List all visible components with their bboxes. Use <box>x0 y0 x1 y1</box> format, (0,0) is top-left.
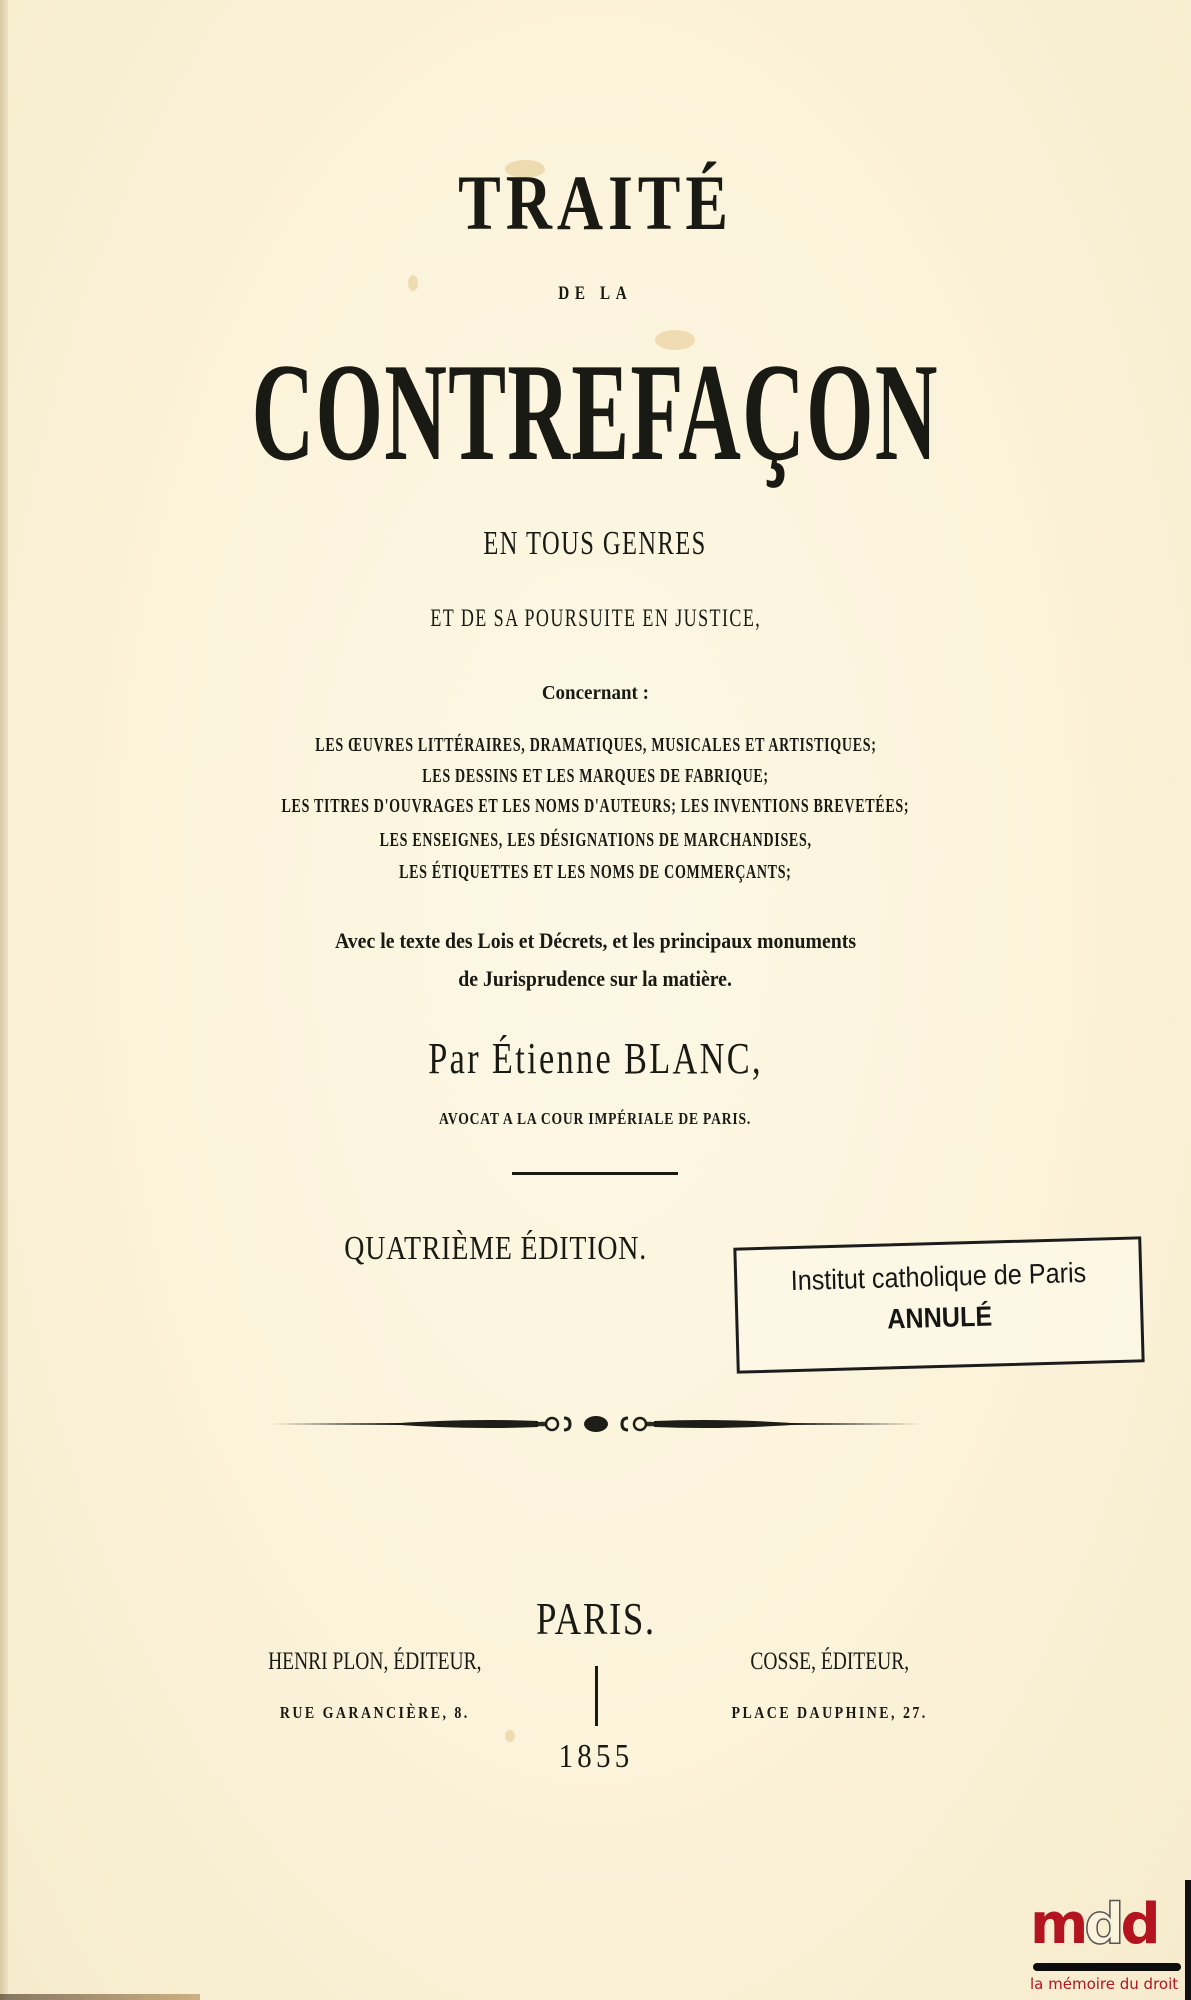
author-last-name: BLANC, <box>623 1034 763 1083</box>
publication-year: 1855 <box>558 1738 633 1775</box>
publisher-name: COSSE, ÉDITEUR, <box>750 1648 910 1675</box>
publication-place: PARIS. <box>535 1593 656 1644</box>
concernant-label: Concernant : <box>541 682 650 704</box>
divider-rule <box>512 1172 678 1175</box>
ornamental-divider-icon <box>266 1412 926 1436</box>
subject-item: LES ŒUVRES LITTÉRAIRES, DRAMATIQUES, MUSICALES ET ARTISTIQUES; <box>314 734 877 756</box>
title-subject: CONTREFAÇON <box>251 335 940 490</box>
publisher-address: PLACE DAUPHINE, 27. <box>731 1703 929 1722</box>
author-prefix: Par <box>428 1034 481 1083</box>
author-title: AVOCAT A LA COUR IMPÉRIALE DE PARIS. <box>439 1109 752 1128</box>
publisher-address: RUE GARANCIÈRE, 8. <box>280 1703 470 1722</box>
appendix-line-2: de Jurisprudence sur la matière. <box>458 966 733 991</box>
subject-item: LES ÉTIQUETTES ET LES NOMS DE COMMERÇANTS; <box>399 861 792 883</box>
subject-item: LES TITRES D'OUVRAGES ET LES NOMS D'AUTEURS; LES INVENTIONS BREVETÉES; <box>281 795 910 817</box>
title-connector: DE LA <box>558 283 633 304</box>
subject-item: LES DESSINS ET LES MARQUES DE FABRIQUE; <box>422 765 769 787</box>
logo-tagline: la mémoire du droit <box>1030 1975 1179 1993</box>
library-stamp <box>733 1236 1144 1373</box>
subtitle-line-1: EN TOUS GENRES <box>483 525 708 562</box>
publisher-separator <box>595 1666 598 1726</box>
mdd-logo <box>1030 1892 1190 2000</box>
subtitle-line-2: ET DE SA POURSUITE EN JUSTICE, <box>430 605 761 632</box>
appendix-line-1: Avec le texte des Lois et Décrets, et les principaux monuments <box>334 928 857 953</box>
stamp-status: ANNULÉ <box>886 1300 993 1335</box>
stamp-institution: Institut catholique de Paris <box>790 1256 1087 1297</box>
title-main: TRAITÉ <box>458 159 733 246</box>
mdd-logo-mark: mdd <box>1030 1892 1157 1957</box>
author-line <box>0 1033 1191 1084</box>
author-first-name: Étienne <box>491 1034 614 1083</box>
edition-label: QUATRIÈME ÉDITION. <box>344 1230 647 1267</box>
subject-item: LES ENSEIGNES, LES DÉSIGNATIONS DE MARCHANDISES, <box>379 829 812 851</box>
publisher-name: HENRI PLON, ÉDITEUR, <box>268 1648 482 1675</box>
logo-underline <box>1033 1963 1181 1971</box>
scan-edge-bottom <box>0 1994 200 2000</box>
